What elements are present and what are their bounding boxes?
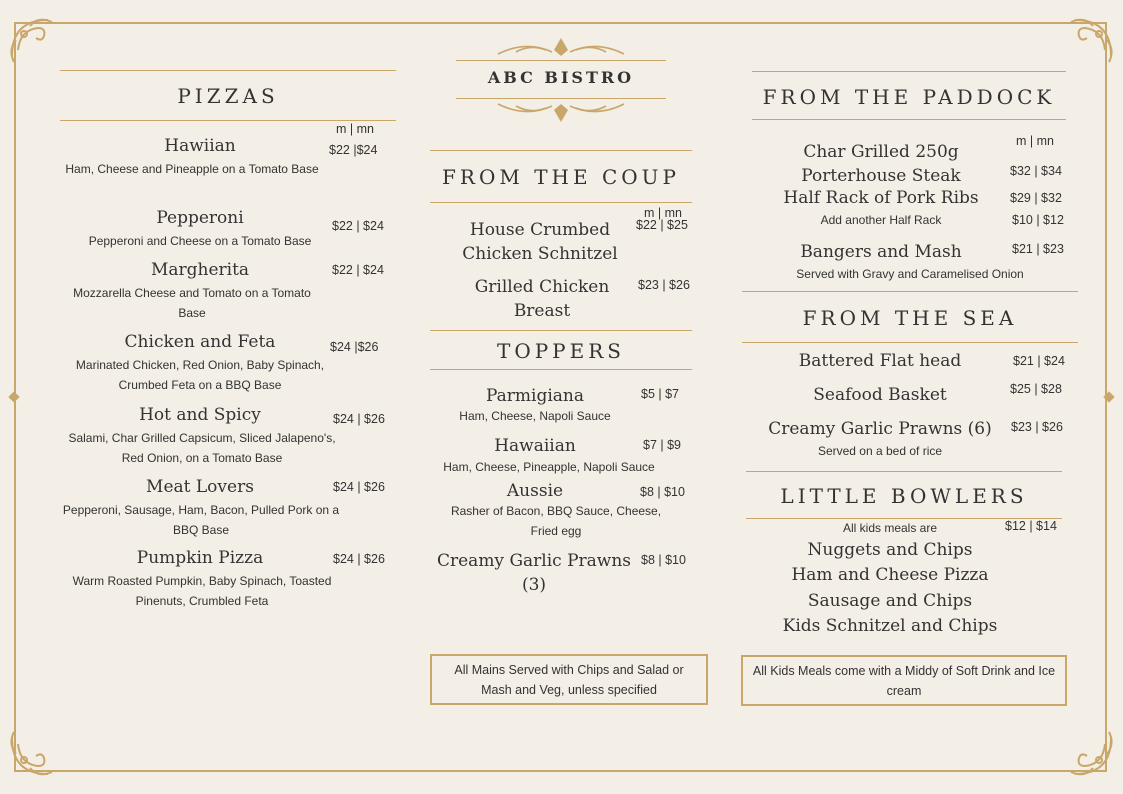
coup-item-name: House Crumbed Chicken Schnitzel xyxy=(462,220,618,264)
kids-heading: LITTLE BOWLERS xyxy=(780,484,1028,508)
coup-top-rule xyxy=(430,150,692,151)
sea-item-price: $21 | $24 xyxy=(1013,354,1065,368)
size-labels: m | mn xyxy=(644,206,682,220)
topper-name: Hawaiian xyxy=(494,436,576,456)
pizza-name: Margherita xyxy=(150,260,250,280)
corner-flourish-icon xyxy=(1051,714,1115,778)
coup-bottom-rule xyxy=(430,202,692,203)
pizzas-top-rule xyxy=(60,70,396,71)
corner-flourish-icon xyxy=(8,714,72,778)
size-labels: m | mn xyxy=(1016,134,1054,148)
pizza-price: $24 |$26 xyxy=(330,340,379,354)
pizza-name: Hawiian xyxy=(164,136,236,156)
paddock-bottom-rule xyxy=(752,119,1066,120)
pizza-price: $24 | $26 xyxy=(333,480,385,494)
sea-heading: FROM THE SEA xyxy=(802,306,1018,330)
topper-name: Creamy Garlic Prawns (3) xyxy=(436,551,632,595)
pizza-price: $24 | $26 xyxy=(333,412,385,426)
paddock-item-price: $10 | $12 xyxy=(1012,213,1064,227)
paddock-item-price: $32 | $34 xyxy=(1010,164,1062,178)
pizza-desc: Pepperoni, Sausage, Ham, Bacon, Pulled Pork on a BBQ Base xyxy=(62,503,340,537)
kids-item-name: Kids Schnitzel and Chips xyxy=(782,616,998,636)
sea-item-price: $25 | $28 xyxy=(1010,382,1062,396)
pizza-desc: Ham, Cheese and Pineapple on a Tomato Base xyxy=(65,162,319,176)
topper-price: $8 | $10 xyxy=(641,553,686,567)
toppers-top-rule xyxy=(430,330,692,331)
coup-heading: FROM THE COUP xyxy=(442,165,680,189)
topper-desc: Rasher of Bacon, BBQ Sauce, Cheese, Fried egg xyxy=(450,504,662,538)
kids-item-name: Ham and Cheese Pizza xyxy=(791,565,989,585)
pizza-name: Hot and Spicy xyxy=(139,405,261,425)
kids-intro: All kids meals are xyxy=(842,521,938,535)
kids-price: $12 | $14 xyxy=(1005,519,1057,533)
title-top-rule xyxy=(456,60,666,61)
pizza-name: Chicken and Feta xyxy=(124,332,276,352)
paddock-item-name: Half Rack of Pork Ribs xyxy=(783,188,979,208)
pizza-price: $22 |$24 xyxy=(329,143,378,157)
pizza-price: $22 | $24 xyxy=(332,263,384,277)
paddock-item-name: Bangers and Mash xyxy=(800,242,962,262)
toppers-bottom-rule xyxy=(430,369,692,370)
pizza-price: $22 | $24 xyxy=(332,219,384,233)
kids-top-rule xyxy=(746,471,1062,472)
pizza-name: Pepperoni xyxy=(156,208,244,228)
paddock-item-desc: Served with Gravy and Caramelised Onion xyxy=(796,267,1024,281)
pizza-name: Pumpkin Pizza xyxy=(136,548,264,568)
kids-item-name: Nuggets and Chips xyxy=(807,540,973,560)
topper-desc: Ham, Cheese, Pineapple, Napoli Sauce xyxy=(443,460,655,474)
topper-price: $8 | $10 xyxy=(640,485,685,499)
restaurant-name: ABC BISTRO xyxy=(487,68,635,87)
pizzas-bottom-rule xyxy=(60,120,396,121)
paddock-item-name: Char Grilled 250g Porterhouse Steak xyxy=(801,142,961,186)
topper-name: Aussie xyxy=(506,481,564,501)
topper-name: Parmigiana xyxy=(485,386,585,406)
coup-item-price: $22 | $25 xyxy=(636,218,688,232)
paddock-item-price: $21 | $23 xyxy=(1012,242,1064,256)
size-labels: m | mn xyxy=(336,122,374,136)
topper-desc: Ham, Cheese, Napoli Sauce xyxy=(459,409,611,423)
coup-item-price: $23 | $26 xyxy=(638,278,690,292)
sea-top-rule xyxy=(742,291,1078,292)
sea-item-price: $23 | $26 xyxy=(1011,420,1063,434)
paddock-heading: FROM THE PADDOCK xyxy=(762,85,1056,109)
pizza-desc: Pepperoni and Cheese on a Tomato Base xyxy=(88,234,312,248)
pizza-desc: Warm Roasted Pumpkin, Baby Spinach, Toasted Pinenuts, Crumbled Feta xyxy=(72,574,332,608)
pizza-price: $24 | $26 xyxy=(333,552,385,566)
top-flourish-icon xyxy=(496,36,626,58)
coup-item-name: Grilled Chicken Breast xyxy=(474,277,610,321)
paddock-item-price: $29 | $32 xyxy=(1010,191,1062,205)
paddock-item-name: Add another Half Rack xyxy=(820,213,942,227)
sea-item-desc: Served on a bed of rice xyxy=(817,444,943,458)
kids-item-name: Sausage and Chips xyxy=(807,591,973,611)
paddock-top-rule xyxy=(752,71,1066,72)
pizza-desc: Mozzarella Cheese and Tomato on a Tomato Base xyxy=(73,286,311,320)
sea-item-name: Seafood Basket xyxy=(813,385,947,405)
sea-item-name: Battered Flat head xyxy=(798,351,962,371)
topper-price: $7 | $9 xyxy=(643,438,682,452)
pizza-desc: Salami, Char Grilled Capsicum, Sliced Jalapeno's, Red Onion, on a Tomato Base xyxy=(68,431,336,465)
topper-price: $5 | $7 xyxy=(641,387,680,401)
toppers-heading: TOPPERS xyxy=(496,339,625,363)
sea-item-name: Creamy Garlic Prawns (6) xyxy=(768,419,992,439)
title-bottom-rule xyxy=(456,98,666,99)
bottom-flourish-icon xyxy=(496,100,626,124)
mains-note: All Mains Served with Chips and Salad or Mash and Veg, unless specified xyxy=(430,654,708,705)
sea-bottom-rule xyxy=(742,342,1078,343)
title-block xyxy=(456,36,666,126)
pizzas-heading: PIZZAS xyxy=(177,84,279,108)
pizza-name: Meat Lovers xyxy=(146,477,254,497)
kids-note: All Kids Meals come with a Middy of Soft Drink and Ice cream xyxy=(741,655,1067,706)
pizza-desc: Marinated Chicken, Red Onion, Baby Spinach, Crumbed Feta on a BBQ Base xyxy=(75,358,325,392)
